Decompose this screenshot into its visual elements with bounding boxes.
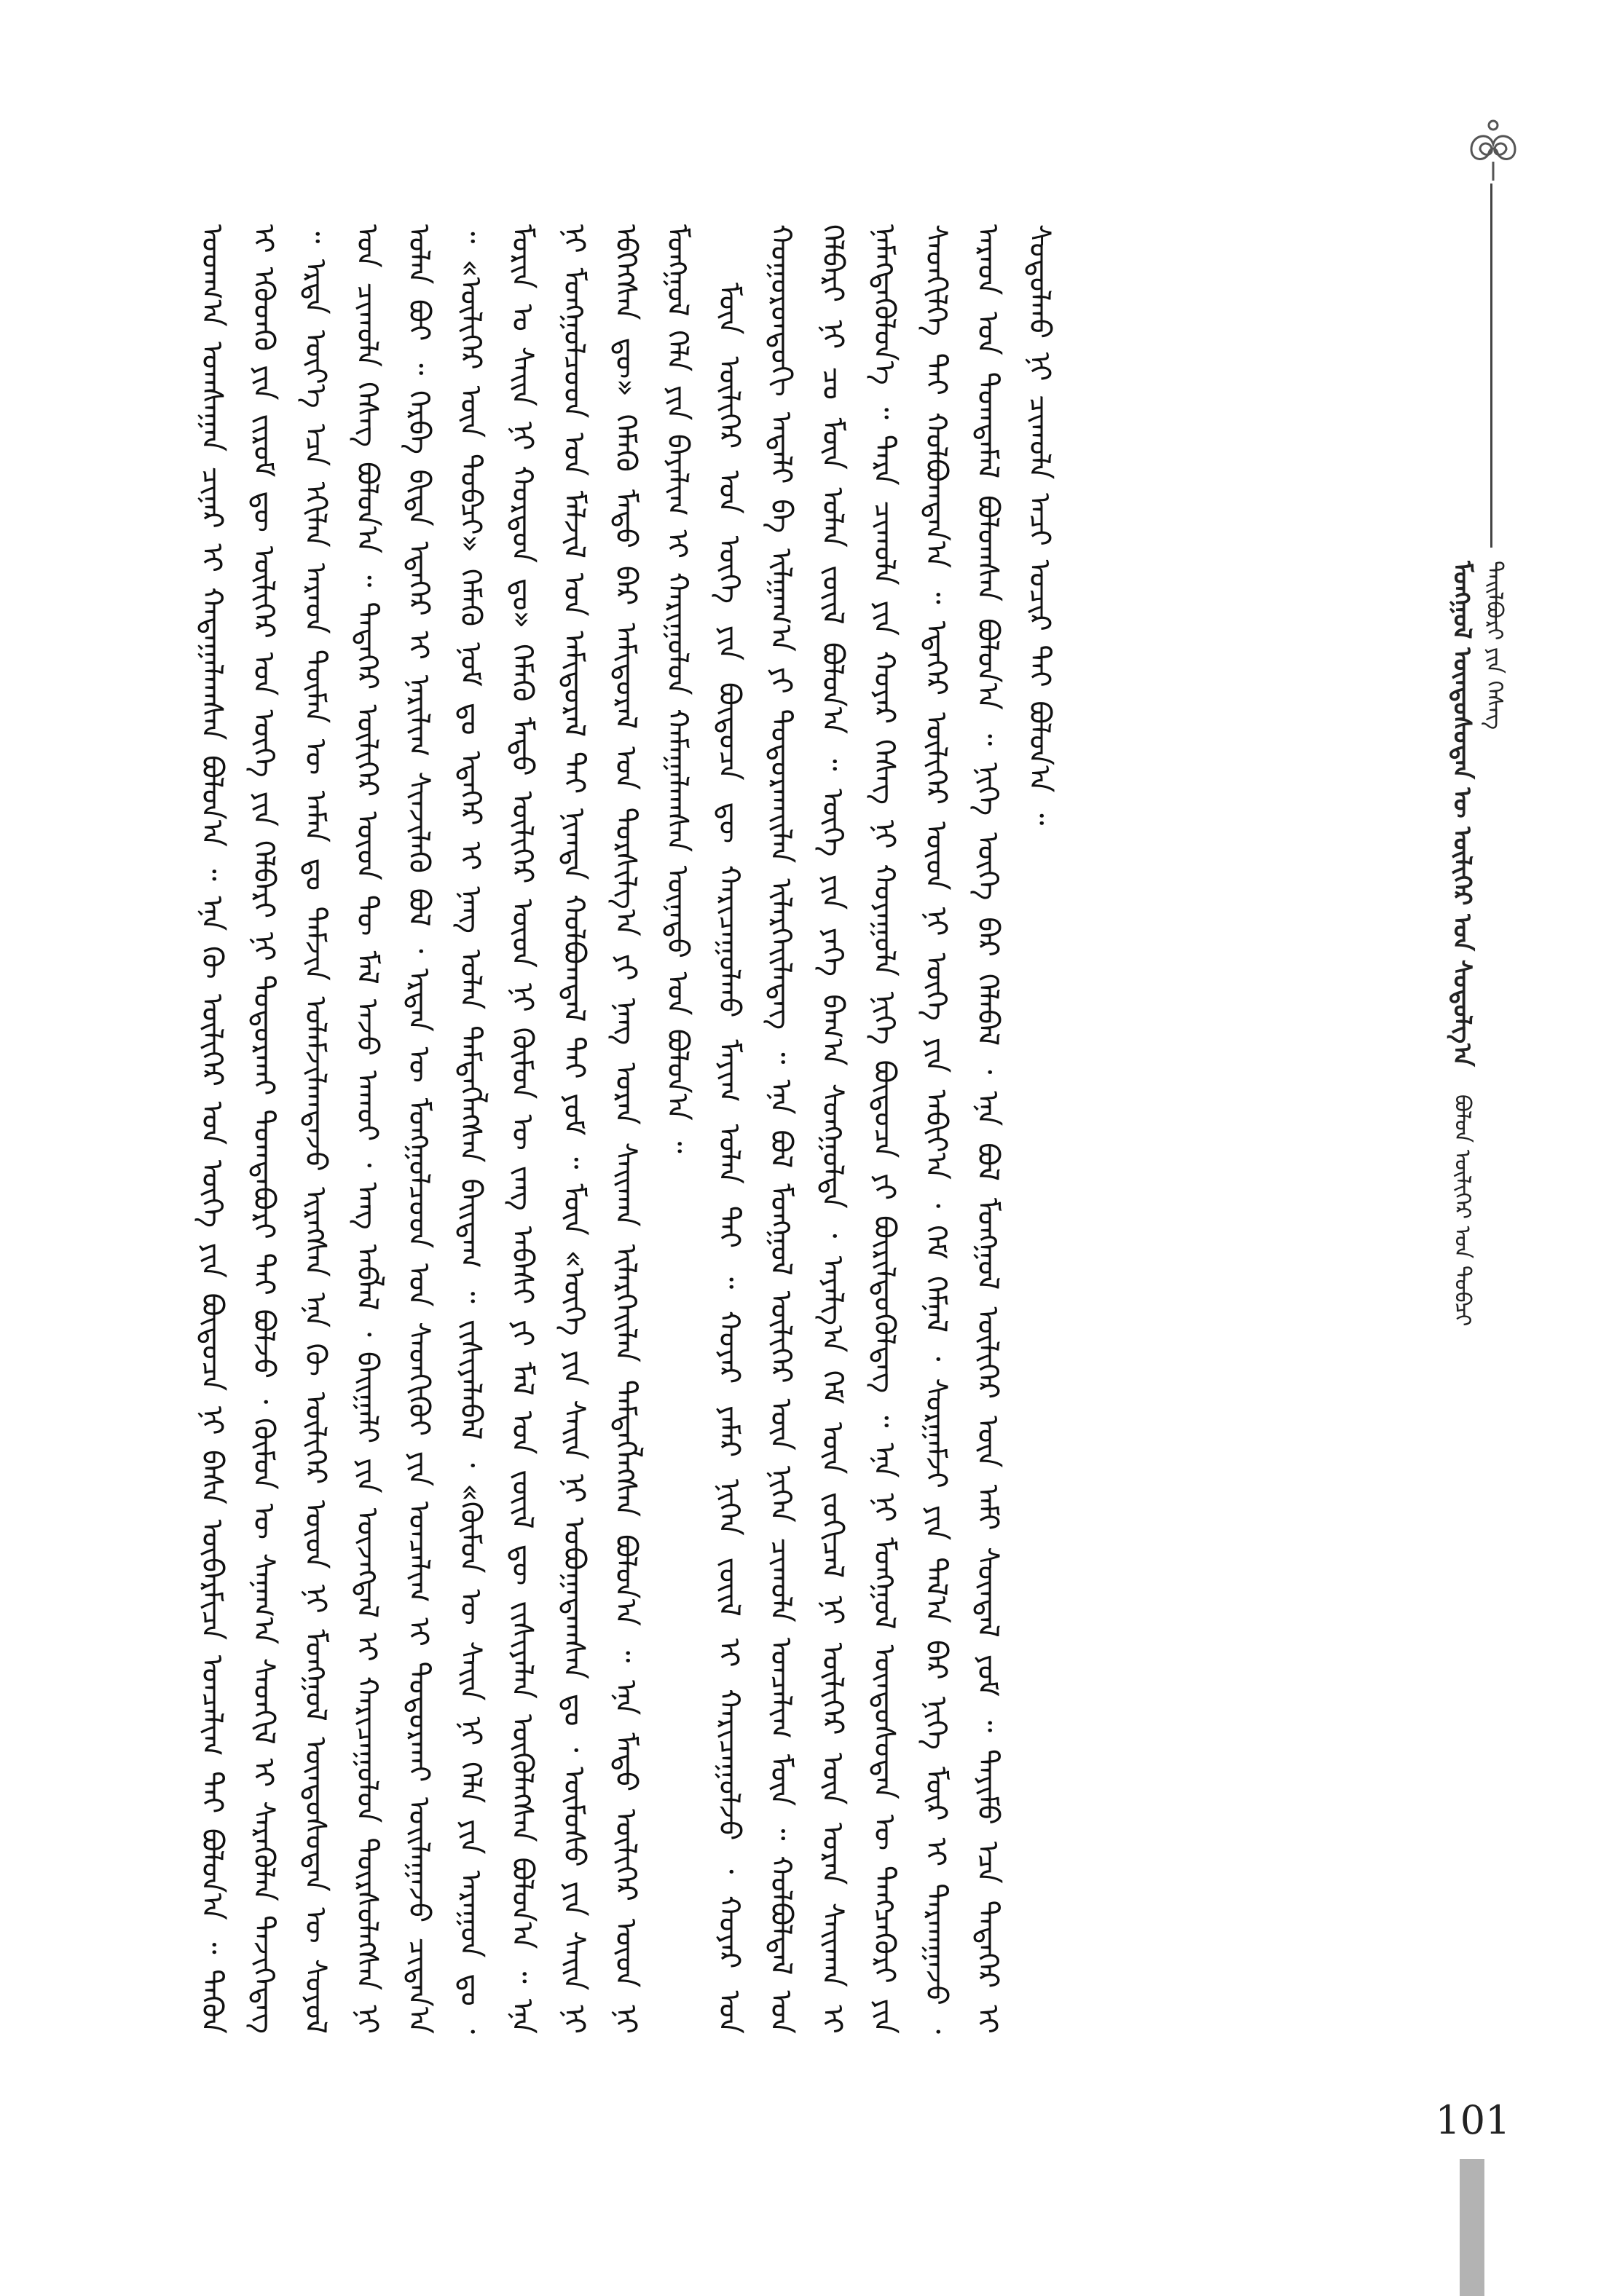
body-text [186,224,1424,2034]
page-number: 101 [1435,2097,1511,2143]
running-header [1446,561,1519,1376]
thumb-tab [1460,2159,1484,2296]
ornament-icon [1449,117,1537,182]
running-header-title: ᠮᠣᠩᠭᠣᠯ ᠦᠨᠳᠦᠰᠦᠲᠡᠨ ᠦ ᠦᠯᠢᠭᠡᠷ ᠤᠨ ᠰᠤᠳᠤᠯᠭ᠎ᠠ [1447,561,1476,1067]
paragraph: ᠮᠦᠨ ᠦᠯᠢᠭᠡᠷ ᠤᠨ ᠦᠭᠡ ᠶᠢᠨ ᠪᠦᠲᠦᠴᠡ ᠳᠦ ᠬᠠᠷᠢᠴᠠᠭᠤᠯᠬᠤ ᠮᠠᠶᠢᠭ ᠣᠯᠠᠨ ᠲᠠᠢ ᠃ ᠬᠣᠶᠠᠷ ᠶᠠᠮᠠᠷ ᠨᠢᠭᠡᠨ ᠵᠦᠢᠯ ᠢ ᠬᠠᠷᠢᠴᠠᠭᠤᠯᠵᠤ ᠂ ᠬᠣᠶᠠᠷ ᠤᠨ ᠬᠣᠭᠣᠷᠣᠨᠳᠤᠬᠢ ᠠᠳᠠᠯᠢ ᠪᠠ ᠢᠯᠭᠠᠭ᠎ᠠ ᠶᠢ ᠲᠣᠳᠣᠷᠬᠠᠢᠯᠠᠨ ᠢᠯᠡᠷᠬᠡᠢᠯᠡᠳᠡᠭ ᠃ ᠡᠨᠡ ᠪᠣᠯ ᠮᠣᠩᠭᠣᠯ ᠦᠯᠢᠭᠡᠷ ᠦᠨ ᠨᠢᠭᠡᠨ ᠴᠢᠬᠤᠯᠠ ᠣᠨᠴᠠᠯᠢᠭ ᠮᠥᠨ ᠃ ᠬᠣᠯᠪᠣᠯᠳᠠᠯ ᠤᠨ ᠬᠡᠯᠪᠡᠷᠢ ᠨᠢ ᠴᠤ ᠮᠦᠨ ᠣᠯᠠᠨ ᠵᠦᠢᠯ ᠪᠣᠯᠣᠨ᠎ᠠ ᠃ ᠦᠭᠡ ᠶᠢᠨ ᠶᠡᠬᠡ ᠪᠠᠭ᠎ᠠ ᠰᠣᠩᠭᠣᠯᠲᠠ ᠂ ᠠᠶᠠᠯᠭ᠎ᠠ ᠬᠡᠮ ᠦᠨ ᠵᠣᠬᠢᠴᠠᠯ ᠨᠢ ᠦᠯᠢᠭᠡᠷ ᠦᠨ ᠤᠷᠠᠨ ᠰᠠᠢᠬᠠᠨ ᠢ ᠨᠡᠮᠡᠭᠳᠡᠭᠦᠯᠦᠨ᠎ᠡ ᠃ ᠲᠡᠷᠡ ᠴᠢᠬᠤᠯᠠ ᠶᠢᠨ ᠬᠣᠶᠠᠷ ᠬᠡᠰᠡᠭ ᠨᠢ ᠬᠣᠶᠠᠭᠤᠯᠠ ᠨᠢᠭᠡ ᠪᠦᠲᠦᠴᠡ ᠶᠢ ᠪᠦᠷᠢᠯᠳᠦᠭᠦᠯᠳᠡᠭ ᠃ ᠡᠨᠡ ᠨᠢ ᠮᠣᠩᠭᠣᠯ ᠦᠨᠳᠦᠰᠦᠲᠡᠨ ᠦ ᠲᠡᠩᠴᠡᠭᠦᠷᠢ ᠶᠢᠨ ᠰᠡᠳᠬᠢᠯᠭᠡ ᠲᠡᠢ ᠬᠣᠯᠪᠣᠭᠳᠠᠨ᠎ᠠ ᠃ ᠡᠳᠡᠭᠡᠷ ᠦᠯᠢᠭᠡᠷ ᠦᠳ ᠨᠢ ᠦᠭᠡ ᠶᠢᠨ ᠠᠪᠢᠶ᠎ᠠ ᠂ ᠬᠡᠮ ᠬᠡᠮᠨᠡᠯ ᠂ ᠰᠤᠷᠭᠠᠮᠵᠢ ᠶᠢᠨ ᠲᠠᠯ᠎ᠠ ᠪᠠᠷ ᠨᠢᠭᠡ ᠮᠥᠷ ᠢ ᠲᠠᠷᠬᠠᠭᠠᠵᠤ ᠂ ᠠᠷᠠᠳ ᠤᠨ ᠲᠣᠭᠲᠠᠮᠠᠯ ᠪᠣᠯᠤᠭᠰᠠᠨ ᠪᠣᠯᠣᠨ᠎ᠠ ᠃ ᠨᠢᠭᠡ ᠦᠭᠡ ᠪᠡᠷ ᠬᠡᠯᠡᠪᠡᠯ ᠂ ᠡᠨᠡ ᠪᠣᠯ ᠮᠣᠩᠭᠣᠯ ᠦᠯᠢᠭᠡᠷ ᠦᠨ ᠠᠮᠢ ᠰᠦᠨᠳᠡᠯ ᠶᠤᠮ ᠃ ᠲᠡᠶᠢᠮᠦ ᠡᠴᠡ ᠲᠡᠳᠡᠭᠡᠷ ᠢ ᠰᠤᠳᠤᠯᠬᠤ ᠨᠢ ᠴᠢᠬᠤᠯᠠ ᠠᠴᠢ ᠤᠴᠢᠷ ᠲᠠᠢ ᠪᠣᠯᠣᠨ᠎ᠠ ᠃ [712,224,1056,2034]
header-rule [1490,184,1492,548]
running-header-subtitle: ᠪᠣᠯᠤᠨ ᠦᠯᠢᠭᠡᠷ ᠤᠨ ᠲᠣᠪᠴᠢ ᠲᠠᠢᠯᠪᠤᠷᠢ ᠶᠢᠨ ᠬᠡᠰᠡᠭ [1449,561,1507,1327]
paragraph: ᠤᠳᠬ᠎ᠠ ᠤᠭᠰᠠᠭᠠᠨ ᠴᠢᠨᠠᠷ ᠢ ᠬᠠᠳᠠᠭᠠᠯᠠᠭᠰᠠᠨ ᠪᠣᠯᠣᠨ᠎ᠠ ᠃ ᠡᠨᠡ ᠬᠦ ᠦᠯᠢᠭᠡᠷ ᠤᠨ ᠦᠭᠡ ᠶᠢᠨ ᠪᠦᠲᠦᠴᠡ ᠨᠢ ᠪᠠᠰᠠ ᠥᠪᠡᠷᠮᠢᠴᠡ ᠣᠨᠴᠠᠯᠢᠭ ᠲᠠᠢ ᠪᠣᠯᠣᠨ᠎ᠠ ᠃ ᠲᠡᠭᠦᠨ ᠢ ᠡᠭᠦᠳᠬᠦ ᠶᠢᠨ ᠵᠢᠷᠤᠮ ᠳᠦ ᠦᠯᠢᠭᠡᠷ ᠤᠨ ᠦᠭᠡ ᠶᠢᠨ ᠬᠡᠯᠪᠡᠷᠢ ᠨᠢ ᠲᠣᠳᠣᠷᠬᠠᠢ ᠲᠣᠭᠲᠠᠪᠣᠷᠢ ᠲᠠᠢ ᠪᠣᠯᠵᠤ ᠂ ᠬᠦᠮᠦᠨ ᠦ ᠰᠠᠨᠠᠭ᠎ᠠ ᠰᠡᠳᠬᠢᠯ ᠢ ᠰᠡᠷᠡᠭᠦᠯᠡᠨ ᠲᠡᠵᠢᠭᠡᠳᠡᠭ ᠃ ᠡᠷᠲᠡ ᠦᠶ᠎ᠡ ᠡᠴᠡ ᠡᠬᠢᠯᠡᠨ ᠠᠷᠠᠳ ᠲᠦᠮᠡᠨ ᠦ ᠠᠮᠠᠨ ᠳᠤ ᠳᠠᠮᠵᠢᠨ ᠤᠯᠠᠮᠵᠢᠯᠠᠭᠳᠠᠵᠤ ᠢᠷᠡᠭᠰᠡᠨ ᠡᠨᠡ ᠬᠦ ᠦᠯᠢᠭᠡᠷ ᠦᠳ ᠨᠢ ᠮᠣᠩᠭᠣᠯ ᠦᠨᠳᠦᠰᠦᠲᠡᠨ ᠦ ᠰᠣᠶᠣᠯ ᠤᠨ ᠴᠢᠬᠤᠯᠠ ᠬᠡᠰᠡᠭ ᠪᠣᠯᠣᠨ᠎ᠠ ᠃ ᠲᠡᠳᠡᠭᠡᠷ ᠦᠯᠢᠭᠡᠷ ᠦᠳ ᠲᠦ ᠮᠠᠯ ᠠᠵᠤ ᠠᠬᠤᠢ ᠂ ᠠᠩ ᠠᠪᠯᠠᠯ ᠂ ᠪᠠᠢᠭᠠᠯᠢ ᠶᠢᠨ ᠦᠵᠡᠭᠳᠡᠯ ᠢ ᠬᠠᠷᠢᠴᠠᠭᠤᠯᠤᠨ ᠳᠦᠷᠰᠦᠯᠡᠭᠰᠡᠨ ᠨᠢ ᠣᠯᠠᠨ ᠪᠣᠢ ᠃ ᠬᠡᠷᠪᠡ ᠪᠢᠳᠡ ᠡᠳᠡᠭᠡᠷ ᠢ ᠨᠠᠷᠢᠯᠢᠭ ᠰᠢᠨᠵᠢᠯᠡᠬᠦ ᠪᠣᠯ ᠂ ᠡᠷᠲᠡᠨ ᠦ ᠮᠣᠩᠭᠣᠯᠴᠤᠳ ᠤᠨ ᠰᠡᠳᠬᠢᠬᠦᠢ ᠶᠢᠨ ᠣᠨᠴᠠᠯᠢᠭ ᠢ ᠲᠣᠳᠣᠷᠬᠠᠢ ᠣᠢᠯᠠᠭᠠᠵᠤ ᠴᠢᠳᠠᠨ᠎ᠠ ᠃ «ᠦᠯᠢᠭᠡᠷ ᠦᠨ ᠲᠣᠪᠴᠢ» ᠬᠡᠮᠡᠬᠦ ᠨᠣᠮ ᠳᠤ ᠡᠳᠡᠭᠡᠷ ᠢ ᠨᠡᠩ ᠣᠯᠠᠨ ᠲᠡᠮᠳᠡᠭᠯᠡᠭᠰᠡᠨ ᠪᠠᠢᠳᠠᠭ ᠃ ᠵᠢᠱᠢᠶᠡᠯᠡᠪᠡᠯ ᠂ «ᠬᠦᠮᠦᠨ ᠦ ᠰᠠᠢᠨ ᠨᠢ ᠬᠡᠯᠡ ᠶᠢᠨ ᠠᠷᠠᠭᠤᠨ ᠳᠤ ᠂ ᠮᠣᠷᠢᠨ ᠤ ᠰᠠᠢᠨ ᠨᠢ ᠬᠤᠷᠳᠤᠨ ᠳᠤ» ᠬᠡᠮᠡᠬᠦ ᠮᠡᠲᠦ ᠦᠯᠢᠭᠡᠷ ᠦᠳ ᠨᠢ ᠬᠦᠮᠦᠨ ᠦ ᠵᠠᠩ ᠠᠪᠠᠰᠢ ᠶᠢ ᠮᠠᠯ ᠤᠨ ᠵᠦᠢᠯ ᠳᠦ ᠵᠢᠱᠢᠶᠡᠯᠡᠨ ᠦᠭᠦᠯᠡᠭᠰᠡᠨ ᠪᠣᠯᠣᠨ᠎ᠠ ᠃ ᠡᠨᠡ ᠨᠢ ᠮᠣᠩᠭᠣᠯᠴᠤᠳ ᠤᠨ ᠮᠠᠯᠵᠢᠯ ᠤᠨ ᠠᠮᠢᠳᠤᠷᠠᠯ ᠲᠠᠢ ᠨᠢᠭᠲᠠ ᠬᠣᠯᠪᠣᠭᠳᠠᠯ ᠲᠠᠢ ᠶᠤᠮ ᠃ ᠮᠦᠨ «ᠦᠭᠡ ᠶᠢᠨ ᠰᠠᠢᠨ ᠨᠢ ᠣᠪᠣᠭᠠᠳᠠᠭᠰᠠᠨ ᠳᠤ ᠂ ᠦᠮᠦᠰᠦ ᠶᠢᠨ ᠰᠠᠢᠨ ᠨᠢ ᠡᠪᠬᠡᠭᠰᠡᠨ ᠳᠦ» ᠬᠡᠮᠡᠬᠦ ᠮᠡᠲᠦ ᠪᠠᠷ ᠠᠮᠢᠳᠤᠷᠠᠯ ᠤᠨ ᠲᠤᠷᠰᠢᠯᠭ᠎ᠠ ᠶᠢ ᠨᠡᠩ ᠤᠷᠠᠨ ᠰᠠᠢᠬᠠᠨ ᠢᠯᠡᠷᠬᠡᠢᠯᠡᠨ ᠲᠡᠮᠳᠡᠭᠯᠡᠭᠰᠡᠨ ᠪᠣᠯᠣᠨ᠎ᠠ ᠃ ᠡᠨᠡ ᠮᠡᠲᠦ ᠦᠯᠢᠭᠡᠷ ᠦᠳ ᠨᠢ ᠮᠣᠩᠭᠣᠯ ᠬᠡᠯᠡ ᠶᠢᠨ ᠪᠠᠶᠠᠯᠢᠭ ᠢ ᠬᠠᠷᠢᠭᠤᠯᠤᠨ ᠬᠠᠮᠠᠭᠠᠯᠠᠭᠰᠠᠨ ᠦᠨᠡᠲᠦ ᠡᠳ ᠪᠣᠯᠣᠨ᠎ᠠ ᠃ [195,224,694,2034]
